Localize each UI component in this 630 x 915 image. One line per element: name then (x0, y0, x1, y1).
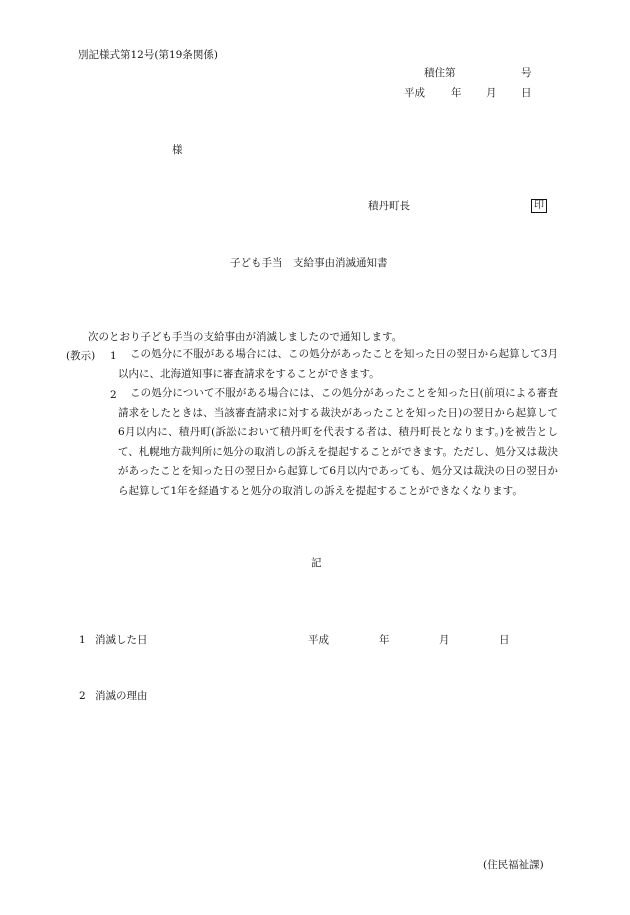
doc-date-era: 平成 (404, 87, 425, 99)
recipient-honorific: 様 (172, 144, 183, 156)
seal-stamp (531, 199, 547, 213)
doc-date-year: 年 (451, 87, 462, 99)
doc-number-suffix: 号 (521, 67, 532, 79)
ki-mark: 記 (311, 557, 322, 569)
form-label: 別記様式第12号(第19条関係) (78, 49, 218, 61)
field-1-label: 消滅した日 (95, 634, 148, 646)
field-2-number: 2 (79, 690, 86, 702)
doc-date-month: 月 (486, 87, 497, 99)
field-1-year: 年 (379, 634, 390, 646)
seal-label: 印 (531, 199, 547, 213)
notice-item-2-text: この処分について不服がある場合には、この処分があったことを知った日(前項による審査請求をしたときは、当該審査請求に対する裁決があったことを知った日)の翌日から起算して6月以内に、積丹町(訴訟において積丹町を代表する者は、積丹町長となります。)を被告として、札幌地方裁判所に処分の取消しの訴えを提起することができます。ただし、処分又は裁決があったことを知った日の翌日から起算して6月以内であっても、処分又は裁決の日の翌日から起算して1年を経過すると処分の取消しの訴えを提起することができなくなります。 (118, 387, 558, 497)
field-1-day: 日 (499, 634, 510, 646)
doc-number-prefix: 積住第 (424, 67, 456, 79)
document-title: 子ども手当 支給事由消滅通知書 (230, 257, 388, 269)
field-1-era: 平成 (308, 634, 329, 646)
field-1-number: 1 (79, 634, 86, 646)
notice-item-1-text: この処分に不服がある場合には、この処分があったことを知った日の翌日から起算して3月以内に、北海道知事に審査請求をすることができます。 (118, 348, 558, 380)
notice-item-2-number: 2 (110, 389, 117, 401)
issuer-name: 積丹町長 (368, 200, 410, 212)
intro-text: 次のとおり子ども手当の支給事由が消滅しましたので通知します。 (88, 331, 403, 343)
department-label: (住民福祉課) (483, 859, 544, 871)
field-2-label: 消滅の理由 (95, 690, 148, 702)
field-1-month: 月 (439, 634, 450, 646)
notice-label: (教示) (66, 350, 96, 362)
doc-date-day: 日 (521, 87, 532, 99)
notice-item-1-number: 1 (110, 350, 117, 362)
